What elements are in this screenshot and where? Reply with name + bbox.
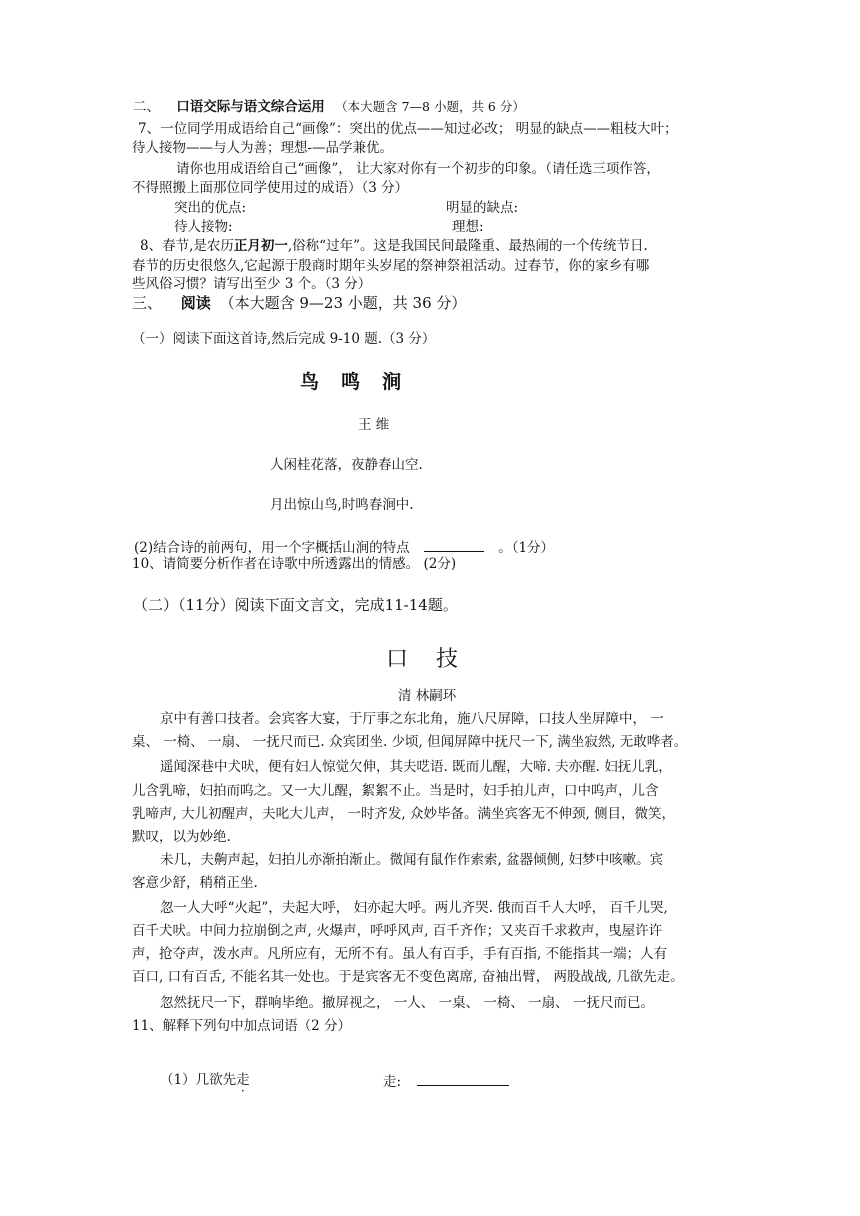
q11-answer-label: 走:	[383, 1074, 402, 1090]
prose-title: 口技	[386, 647, 487, 672]
prose-p2-line2: 儿含乳啼，妇拍而呜之。又一大儿醒，絮絮不止。当是时，妇手拍儿声，口中呜声，儿含	[132, 783, 659, 799]
prose-p5-line1: 忽然抚尺一下，群响毕绝。撤屏视之， 一人、 一桌、 一椅、 一扇、 一抚尺而已。	[160, 995, 654, 1011]
q9-score: 。（1分）	[498, 540, 555, 556]
q7-label-shortcoming: 明显的缺点:	[446, 200, 519, 216]
prose-p4-line4: 百口, 口有百舌, 不能名其一处也。于是宾客无不变色离席, 奋袖出臂， 两股战战, 几欲先走。	[132, 969, 684, 985]
prose-p3-line1: 未几，夫齁声起，妇拍儿亦渐拍渐止。微闻有鼠作作索索, 盆器倾侧, 妇梦中咳嗽。宾	[160, 852, 664, 868]
prose-author: 清 林嗣环	[398, 688, 457, 704]
q10-line: 10、请简要分析作者在诗歌中所透露出的情感。 (2分)	[132, 556, 457, 572]
section2-number: 二、	[133, 99, 160, 115]
part1-intro: （一）阅读下面这首诗,然后完成 9-10 题.（3 分）	[132, 331, 436, 347]
q9-text: (2)结合诗的前两句，用一个字概括山涧的特点	[134, 540, 410, 556]
section2-heading	[133, 98, 525, 116]
q7-label-advantage: 突出的优点:	[174, 200, 247, 216]
prose-p1-line2: 桌、 一椅、 一扇、 一抚尺而已. 众宾团坐. 少顷, 但闻屏障中抚尺一下, 满坐寂然, 无敢哗者。	[132, 734, 688, 750]
q7-label-ideal: 理想:	[452, 219, 484, 235]
q7-line4: 不得照搬上面那位同学使用过的成语）（3 分）	[132, 180, 409, 196]
q7-line1: 7、一位同学用成语给自己“画像”：突出的优点——知过必改； 明显的缺点——粗枝大叶；	[138, 121, 678, 137]
prose-p2-line1: 遥闻深巷中犬吠，便有妇人惊觉欠伸，其夫呓语. 既而儿醒，大啼. 夫亦醒. 妇抚儿乳，	[160, 759, 672, 775]
section2-title: 口语交际与语文综合运用	[176, 99, 325, 115]
q7-line3: 请你也用成语给自己“画像”， 让大家对你有一个初步的印象。（请任选三项作答，	[176, 161, 660, 177]
q8-line3: 些风俗习惯？请写出至少 3 个。（3 分）	[132, 276, 372, 292]
section3-note: （本大题含 9—23 小题，共 36 分）	[219, 294, 467, 312]
prose-p4-line1: 忽一人大呼“火起”，夫起大呼， 妇亦起大呼。两儿齐哭. 俄而百千人大呼， 百千儿哭,	[160, 900, 668, 916]
prose-p1-line1: 京中有善口技者。会宾客大宴，于厅事之东北角，施八尺屏障，口技人坐屏障中， 一	[160, 711, 664, 727]
q8-line1-bold: 正月初一	[233, 238, 288, 254]
section3-number: 三、	[132, 294, 163, 312]
section2-note: （本大题含 7—8 小题，共 6 分）	[335, 99, 525, 114]
poem-line1: 人闲桂花落，夜静春山空.	[270, 457, 423, 473]
poem-author: 王 维	[358, 417, 390, 433]
q8-line2: 春节的历史很悠久,它起源于殷商时期年头岁尾的祭神祭祖活动。过春节，你的家乡有哪	[132, 258, 650, 274]
q9-line	[134, 537, 554, 557]
q9-answer-blank[interactable]	[424, 537, 484, 552]
q11-answer	[383, 1071, 509, 1091]
section3-heading	[132, 294, 466, 312]
part2-intro: （二）（11分）阅读下面文言文，完成11-14题。	[133, 596, 458, 614]
prose-p4-line3: 声，抢夺声，泼水声。凡所应有，无所不有。虽人有百手，手有百指, 不能指其一端；人有	[132, 946, 668, 962]
q11-item1-prefix: （1）几欲先	[160, 1072, 237, 1088]
q11-item1-dotted-word: 走	[236, 1072, 250, 1088]
prose-p4-line2: 百千犬吠。中间力拉崩倒之声, 火爆声，呼呼风声, 百千齐作；又夹百千求救声，曳屋许许	[132, 923, 663, 939]
q7-line2: 待人接物——与人为善；理想-—品学兼优。	[132, 140, 394, 156]
poem-title: 鸟鸣涧	[300, 371, 424, 393]
q11-item1	[160, 1071, 250, 1089]
q8-line1-b: ,俗称“过年”。这是我国民间最隆重、最热闹的一个传统节日.	[287, 238, 648, 254]
poem-line2: 月出惊山鸟,时鸣春涧中.	[270, 497, 414, 513]
prose-p2-line4: 默叹，以为妙绝.	[132, 829, 231, 845]
q8-line1-a: 8、春节,是农历	[140, 238, 234, 254]
prose-p3-line2: 客意少舒，稍稍正坐.	[132, 875, 258, 891]
q8-line1	[140, 237, 648, 255]
q7-label-manner: 待人接物:	[174, 219, 233, 235]
q11-line: 11、解释下列句中加点词语（2 分）	[132, 1018, 352, 1034]
section3-title: 阅读	[180, 294, 211, 312]
prose-p2-line3: 乳啼声, 大儿初醒声，夫叱大儿声， 一时齐发, 众妙毕备。满坐宾客无不伸颈, 侧目，微笑，	[132, 806, 676, 822]
q11-answer-blank[interactable]	[417, 1071, 509, 1086]
